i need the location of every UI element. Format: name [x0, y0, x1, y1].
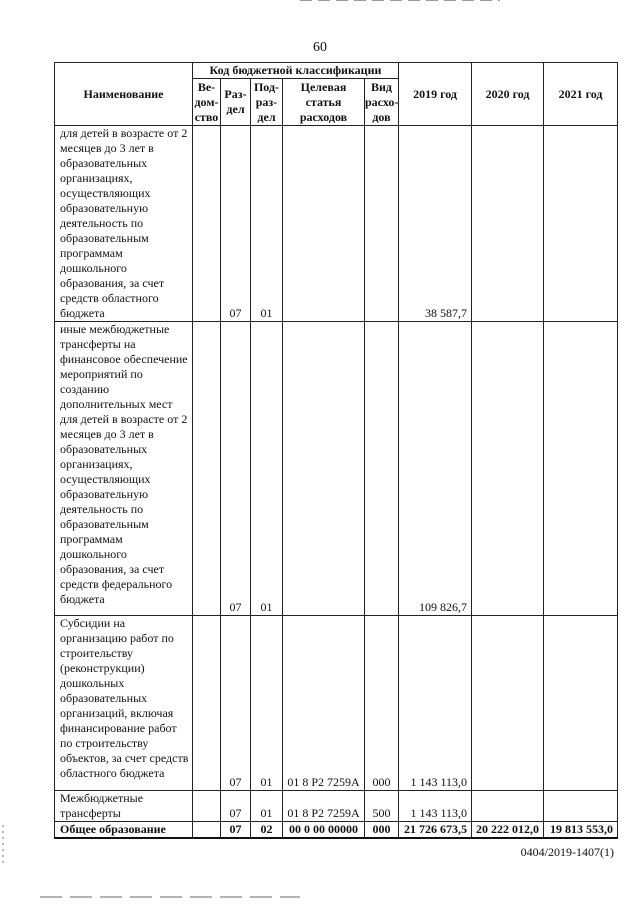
page-number: 60: [313, 40, 327, 55]
total-vid: 000: [365, 822, 399, 839]
header-celevaya: Целевая статья расходов: [283, 79, 365, 126]
total-ved: [193, 822, 221, 839]
row-podrazdel: 01: [251, 791, 283, 822]
row-vid: [365, 126, 399, 322]
header-2019: 2019 год: [399, 63, 472, 126]
row-podrazdel: 01: [251, 616, 283, 791]
total-2020: 20 222 012,0: [472, 822, 544, 839]
total-2019: 21 726 673,5: [399, 822, 472, 839]
row-celevaya: [283, 126, 365, 322]
row-2021: [544, 126, 618, 322]
row-celevaya: 01 8 P2 7259A: [283, 791, 365, 822]
total-name: Общее образование: [55, 822, 193, 839]
row-2019: 109 826,7: [399, 322, 472, 616]
header-code-group: Код бюджетной классификации: [193, 63, 399, 79]
row-name: иные межбюджетные трансферты на финансовое обеспечение мероприятий по созданию дополнительных мест для детей в возрасте от 2 месяцев до 3 лет в образовательных организациях, осуществляющих образовательную деятельность по образовательным программам дошкольного образования, за счет средств федерального бюджета: [55, 322, 193, 616]
row-ved: [193, 791, 221, 822]
header-name: Наименование: [55, 63, 193, 126]
header-vedomstvo: Ве- дом- ство: [194, 79, 219, 124]
row-vid: [365, 322, 399, 616]
row-celevaya: 01 8 P2 7259A: [283, 616, 365, 791]
table-row: [55, 126, 618, 322]
total-podrazdel: 02: [251, 822, 283, 839]
row-2019: 1 143 113,0: [399, 791, 472, 822]
table-row: [55, 791, 618, 822]
row-ved: [193, 616, 221, 791]
total-razdel: 07: [221, 822, 251, 839]
row-vid: 500: [365, 791, 399, 822]
header-2021: 2021 год: [544, 63, 618, 126]
header-2020: 2020 год: [472, 63, 544, 126]
row-razdel: 07: [221, 126, 251, 322]
row-podrazdel: 01: [251, 322, 283, 616]
header-vid: Вид расхо- дов: [365, 79, 399, 124]
total-row: [55, 822, 618, 839]
row-2020: [472, 126, 544, 322]
header-podrazdel: Под- раз- дел: [251, 79, 283, 126]
row-vid: 000: [365, 616, 399, 791]
table-row: [55, 616, 618, 791]
row-2021: [544, 616, 618, 791]
row-2021: [544, 791, 618, 822]
row-2020: [472, 791, 544, 822]
scan-artifact-left: [2, 825, 4, 865]
row-celevaya: [283, 322, 365, 616]
scan-artifact-top: [300, 0, 500, 1]
row-2020: [472, 322, 544, 616]
row-razdel: 07: [221, 616, 251, 791]
total-celevaya: 00 0 00 00000: [283, 822, 365, 839]
row-2020: [472, 616, 544, 791]
row-razdel: 07: [221, 322, 251, 616]
document-code: 0404/2019-1407(1): [520, 845, 614, 859]
table-row: [55, 322, 618, 616]
row-name: для детей в возрасте от 2 месяцев до 3 лет в образовательных организациях, осуществляющих образовательную деятельность по образовательным программам дошкольного образования, за счет средств областного бюджета: [55, 126, 193, 322]
row-name: Субсидии на организацию работ по строительству (реконструкции) дошкольных образовательных организаций, включая финансирование работ по строительству объектов, за счет средств областного бюджета: [55, 616, 193, 791]
scan-artifact-bottom: [40, 896, 300, 898]
row-name: Межбюджетные трансферты: [55, 791, 193, 822]
row-ved: [193, 126, 221, 322]
row-podrazdel: 01: [251, 126, 283, 322]
row-2019: 38 587,7: [399, 126, 472, 322]
row-2019: 1 143 113,0: [399, 616, 472, 791]
total-2021: 19 813 553,0: [544, 822, 618, 839]
budget-table: [54, 62, 618, 839]
row-2021: [544, 322, 618, 616]
row-ved: [193, 322, 221, 616]
header-razdel: Раз- дел: [221, 79, 251, 126]
row-razdel: 07: [221, 791, 251, 822]
